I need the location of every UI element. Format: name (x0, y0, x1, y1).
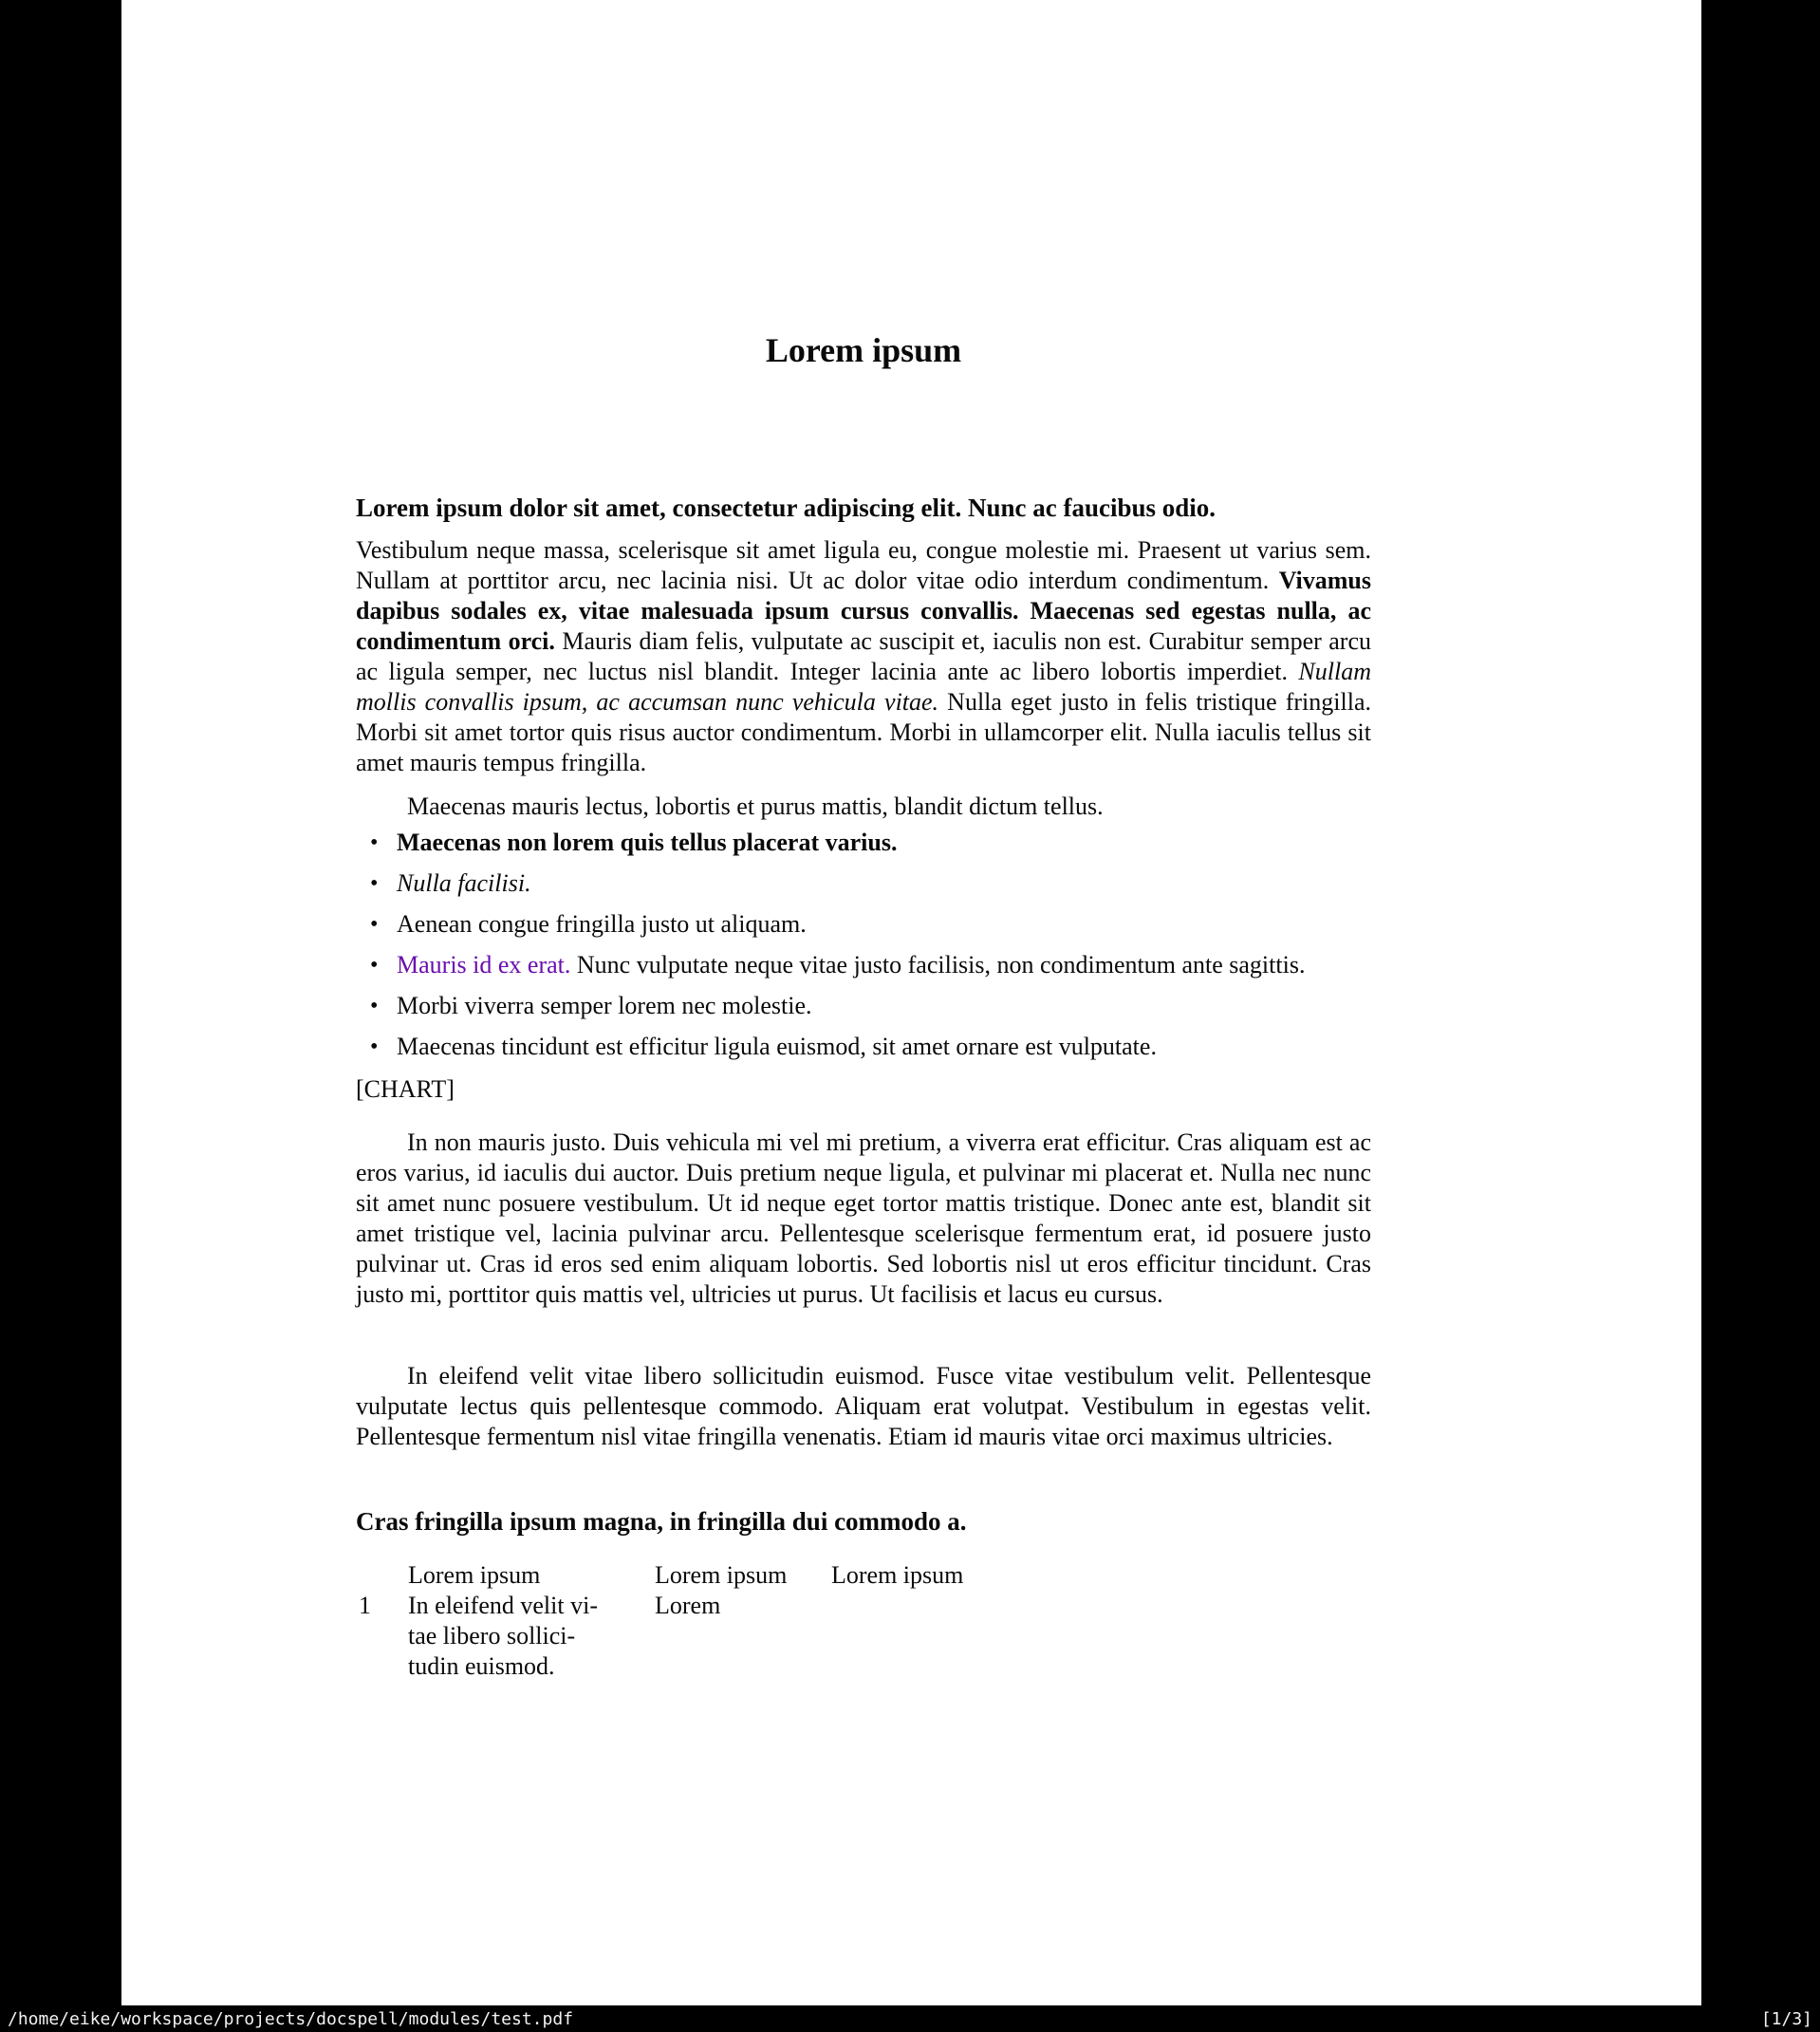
bullet-icon: • (370, 830, 379, 855)
list-item (370, 991, 1414, 1021)
text-run: Maecenas tincidunt est efficitur ligula euismod, sit amet ornare est vulputate. (397, 1033, 1157, 1060)
pdf-page (121, 0, 1701, 2005)
text-run: Nunc vulputate neque vitae justo facilisis, non condimentum ante sagittis. (570, 951, 1306, 979)
text-run: Maecenas non lorem quis tellus placerat varius. (397, 829, 898, 856)
list-item (370, 909, 1414, 940)
bullet-icon: • (370, 1035, 379, 1059)
table-header-spacer (359, 1560, 408, 1591)
paragraph-2: In non mauris justo. Duis vehicula mi vel mi pretium, a viverra erat efficitur. Cras aliquam est ac eros varius, id iaculis dui auctor. Duis pretium neque ligula, et pulvinar mi placerat et. Nulla nec nunc sit amet nunc posuere vestibulum. Ut id neque eget tortor mattis tristique. Donec ante est, blandit sit amet tristique vel, lacinia pulvinar arcu. Pellentesque scelerisque fermentum erat, id posuere justo pulvinar ut. Cras id eros sed enim aliquam lobortis. Sed lobortis nisl ut eros efficitur tincidunt. Cras justo mi, porttitor quis mattis vel, ultricies ut purus. Ut facilisis et lacus eu cursus. (356, 1128, 1371, 1308)
text-run: Mauris diam felis, vulputate ac suscipit et, iaculis non est. Curabitur semper arcu ac ligula semper, nec luctus nisl blandit. Integer lacinia ante ac libero lobortis imperdiet. (356, 627, 1372, 685)
document-title: Lorem ipsum (765, 331, 962, 369)
statusbar-page-indicator: [1/3] (1760, 2008, 1812, 2029)
table-cell: In eleifend velit vi- tae libero sollici- tudin euismod. (408, 1592, 598, 1680)
bullet-icon: • (370, 994, 379, 1018)
text-run: Nullam mollis convallis ipsum, ac accumsan nunc vehicula vitae. (356, 658, 1371, 716)
list-item (370, 1032, 1414, 1062)
table-column-header: Lorem ipsum (408, 1561, 541, 1589)
bullet-icon: • (370, 953, 379, 978)
table-row-number: 1 (359, 1592, 371, 1619)
text-run: Nulla eget justo in felis tristique fringilla. Morbi sit amet tortor quis risus auctor condimentum. Morbi in ullamcorper elit. Nulla iaculis tellus sit amet mauris tempus fringilla. (356, 688, 1371, 776)
bullet-icon: • (370, 912, 379, 937)
list-item (370, 828, 1414, 858)
quote-paragraph: Maecenas mauris lectus, lobortis et purus mattis, blandit dictum tellus. (407, 792, 1104, 820)
paragraph-1 (356, 535, 1371, 778)
text-run: Vestibulum neque massa, scelerisque sit amet ligula eu, congue molestie mi. Praesent ut varius sem. Nullam at porttitor arcu, nec lacinia nisi. Ut ac dolor vitae odio interdum condimentum. (356, 536, 1371, 594)
list-item-text (397, 868, 1402, 899)
list-item-text (397, 950, 1402, 980)
section2-heading: Cras fringilla ipsum magna, in fringilla dui commodo a. (356, 1507, 967, 1536)
bullet-icon: • (370, 871, 379, 896)
list-item-text (397, 828, 1402, 858)
list-item (370, 950, 1414, 980)
chart-placeholder: [CHART] (356, 1075, 455, 1103)
bullet-list (370, 828, 1414, 1072)
statusbar (0, 2005, 1820, 2032)
text-run: Vivamus dapibus sodales ex, vitae malesuada ipsum cursus convallis. Maecenas sed egestas nulla, ac condimentum orci. (356, 567, 1371, 655)
list-item-text (397, 991, 1402, 1021)
table-column-header: Lorem ipsum (831, 1561, 964, 1589)
table-cell (831, 1591, 1040, 1682)
text-run: Nulla facilisi. (397, 869, 531, 897)
table-cell: Lorem (655, 1592, 721, 1619)
section1-heading: Lorem ipsum dolor sit amet, consectetur adipiscing elit. Nunc ac faucibus odio. (356, 494, 1216, 522)
list-item-text (397, 909, 1402, 940)
data-table (359, 1560, 1040, 1682)
text-link[interactable]: Mauris id ex erat. (397, 951, 571, 979)
text-run: Morbi viverra semper lorem nec molestie. (397, 992, 812, 1019)
paragraph-3: In eleifend velit vitae libero sollicitudin euismod. Fusce vitae vestibulum velit. Pellentesque vulputate lectus quis pellentesque commodo. Aliquam erat volutpat. Vestibulum in egestas velit. Pellentesque fermentum nisl vitae fringilla venenatis. Etiam id mauris vitae orci maximus ultricies. (356, 1362, 1371, 1450)
list-item (370, 868, 1414, 899)
text-run: Aenean congue fringilla justo ut aliquam. (397, 910, 807, 938)
list-item-text (397, 1032, 1402, 1062)
statusbar-file-path: /home/eike/workspace/projects/docspell/modules/test.pdf (8, 2008, 574, 2029)
table-column-header: Lorem ipsum (655, 1561, 788, 1589)
